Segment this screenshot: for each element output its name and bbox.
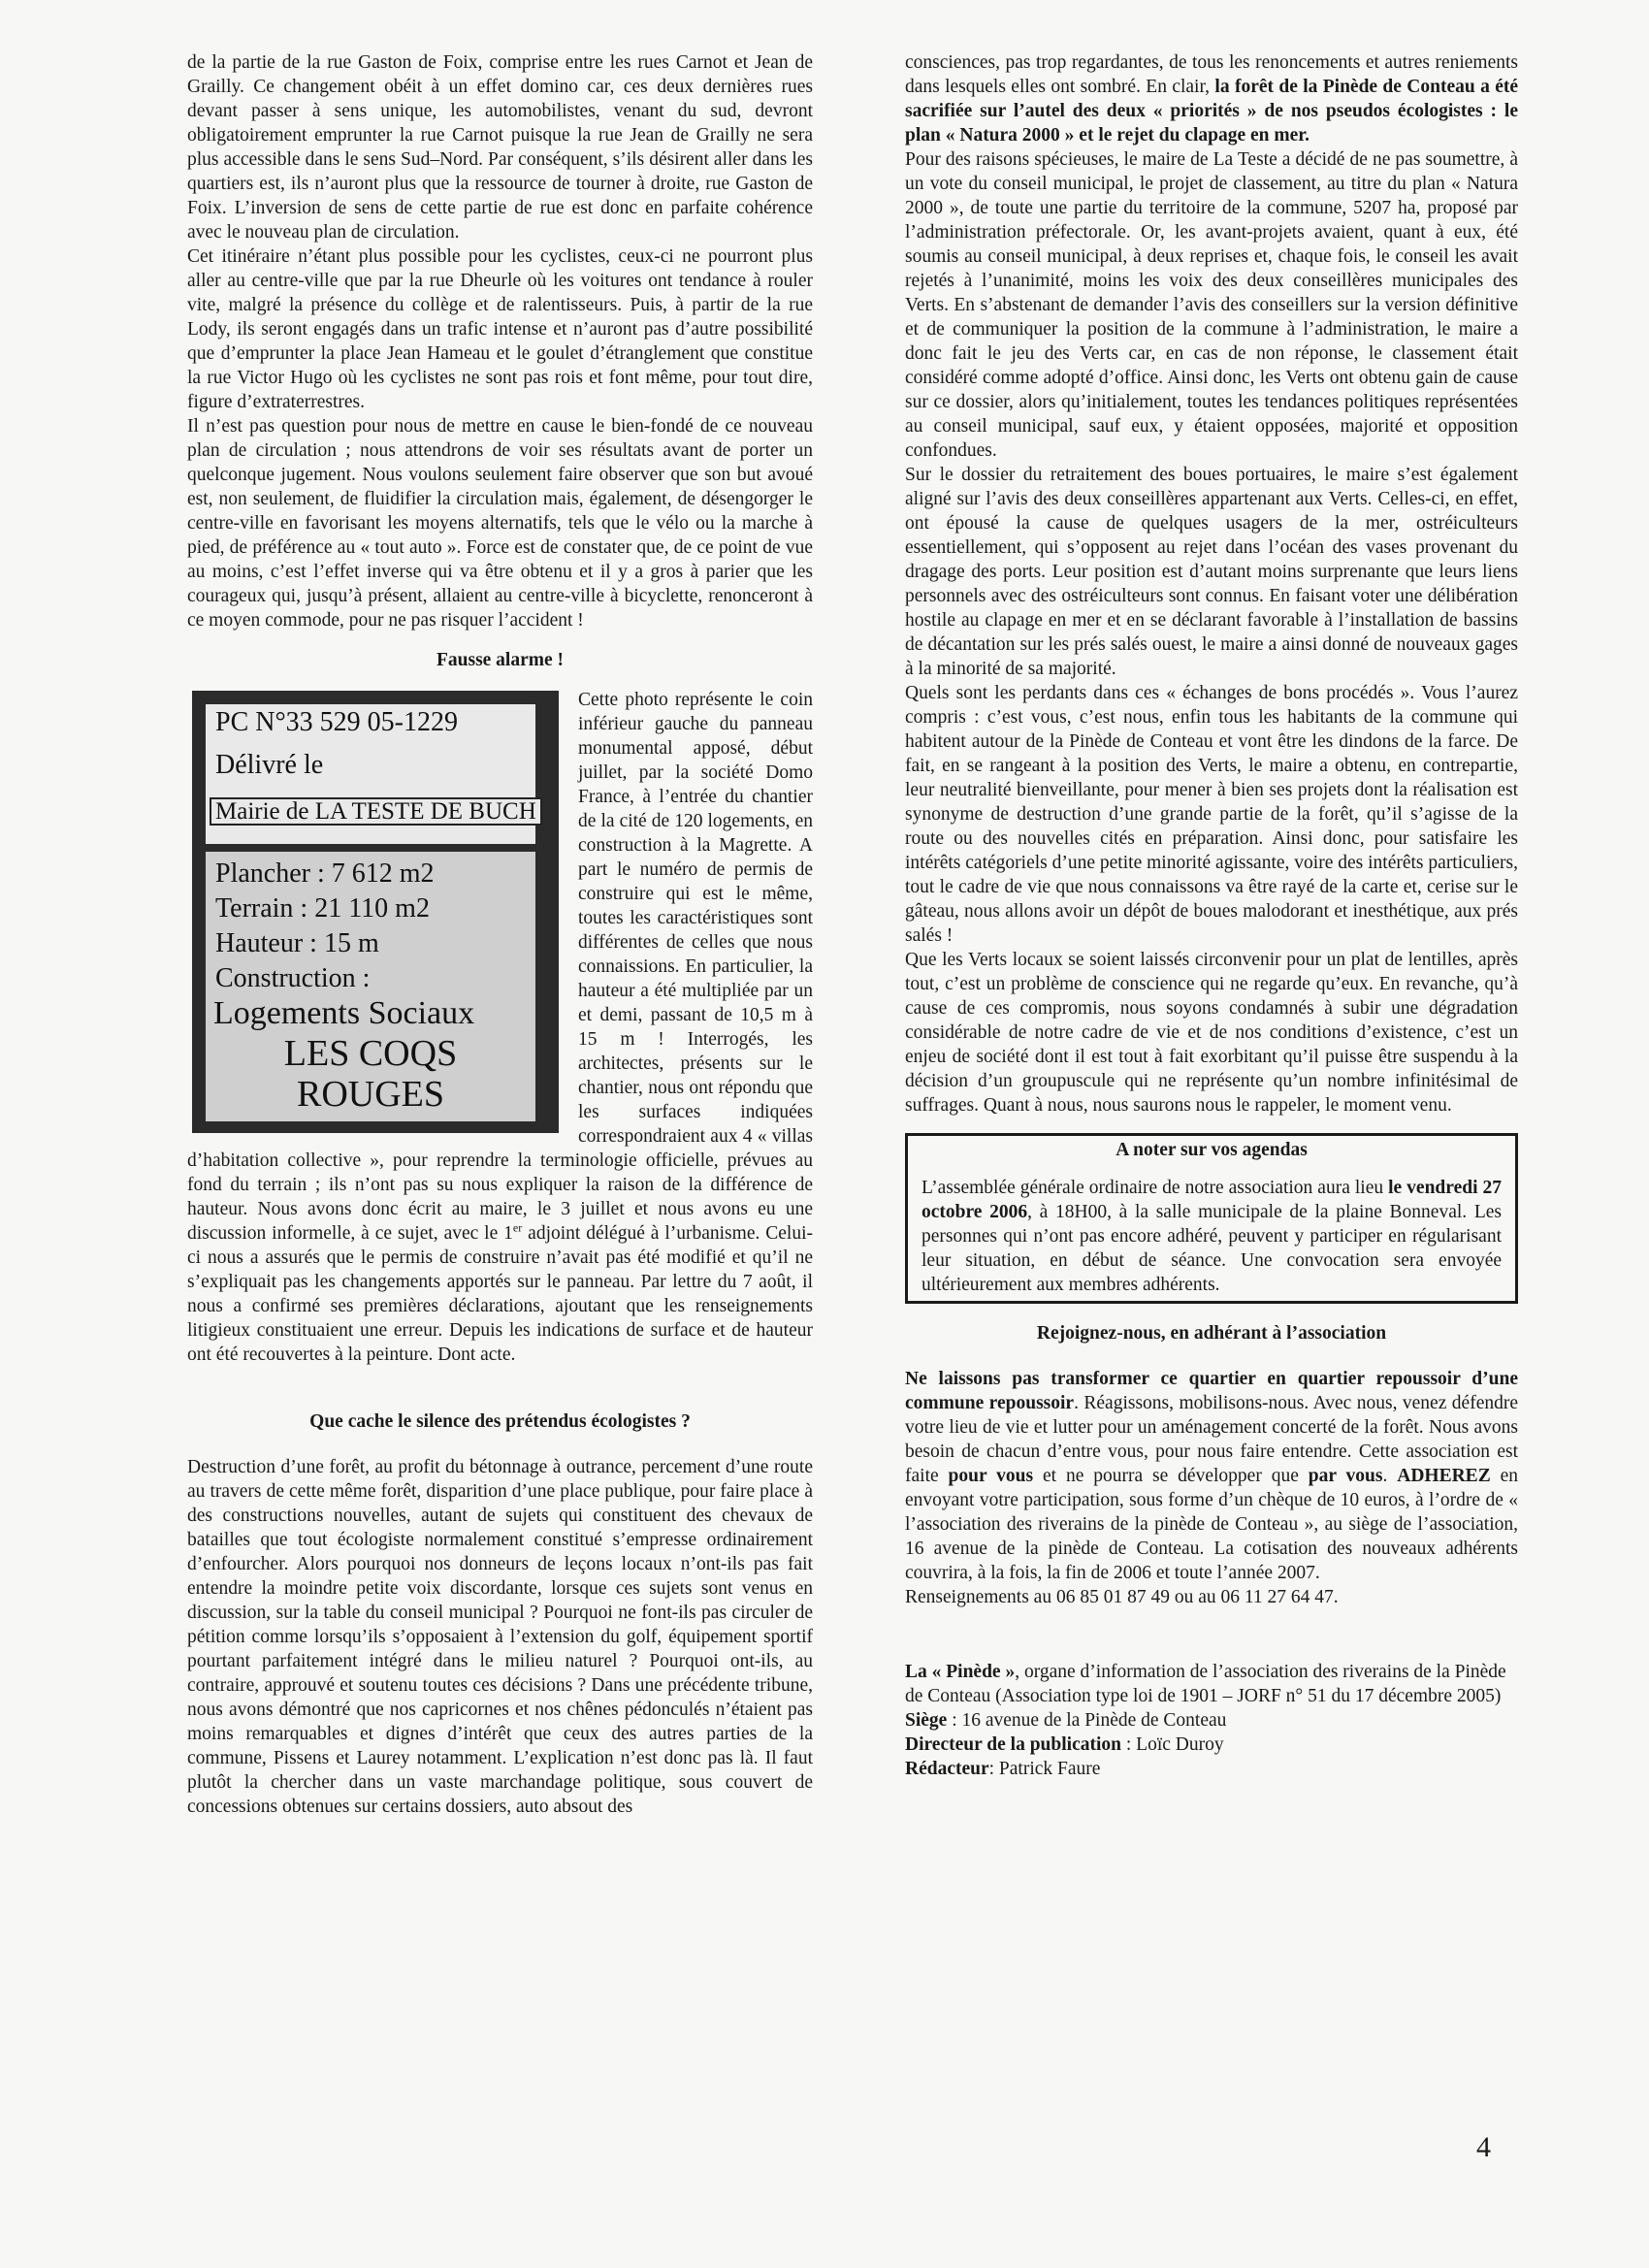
paragraph-join bbox=[905, 1367, 1518, 1585]
photo-text-part-a: Cette photo représente le coin inférieur gauche du panneau monumental apposé, début juillet, par la société Domo France, à l’entrée du chantier de la cité de 120 logements, en construction à la Magrette. A part le numéro de permis de construire qui est le même, toutes les caractéristiques sont différentes de celles que nous connaissions. En particulier, la hauteur a été multipliée par un et demi, passant de 10,5 m à 15 m ! Interrogés, les architectes, présents sur le chantier, nous ont répondu que les surfaces indiquées correspondraient aux 4 « villas d’habitation collective », pour reprendre la terminologie officielle, prévues au fond du terrain ; ils n’ont pas su nous expliquer la raison de la différence de hauteur. Nous avons donc écrit au maire, le 3 juillet et nous avons eu une discussion informelle, à ce sujet, avec le 1 bbox=[187, 690, 813, 1244]
paragraph-lentilles: Que les Verts locaux se soient laissés circonvenir pour un plat de lentilles, après tout, c’est un problème de conscience qui ne regarde qu’eux. En revanche, qu’à cause de ces compromis, nous soyons condamnés à subir une dégradation considérable de notre cadre de vie et de nos conditions d’existence, c’est un enjeu de société dont il est tout à fait exorbitant qu’il puisse être suspendu à la décision d’un groupuscule qui ne représente qu’un nombre infinitésimal de suffrages. Quant à nous, nous saurons nous le rappeler, le moment venu. bbox=[905, 950, 1518, 1116]
paragraph-bien-fonde: Il n’est pas question pour nous de mettre en cause le bien-fondé de ce nouveau plan de circulation ; nous attendrons de voir ses résultats avant de porter un quelconque jugement. Nous voulons seulement faire observer que son but avoué est, non seulement, de fluidifier la circulation mais, également, de désengorger le centre-ville en favorisant les moyens alternatifs, tels que le vélo ou la marche à pied, de préférence au « tout auto ». Force est de constater que, de ce point de vue au moins, c’est l’effet inverse qui va être obtenu et il y a gros à parier que les courageux qui, jusqu’à présent, allaient au centre-ville à bicyclette, renonceront à ce moyen commode, pour ne pas risquer l’accident ! bbox=[187, 416, 813, 631]
paragraph-renseignements: Renseignements au 06 85 01 87 49 ou au 06 11 27 64 47. bbox=[905, 1587, 1339, 1607]
photo-text-part-b: adjoint délégué à l’urbanisme. Celui-ci nous a assurés que le permis de construire n’avait pas été modifié et qu’il ne s’expliquait pas les changements apportés sur le panneau. Par lettre du 7 août, il nous a confirmé ses premières déclarations, ajoutant que les renseignements litigieux constituaient une erreur. Depuis les indications de surface et de hauteur ont été recouvertes à la peinture. Dont acte. bbox=[187, 1223, 813, 1365]
paragraph-destruction: Destruction d’une forêt, au profit du bétonnage à outrance, percement d’une route au travers de cette même forêt, disparition d’une place publique, pour faire place à des constructions nouvelles, autant de sujets qui constituent des chevaux de batailles que tout écologiste normalement constitué s’empresse ordinairement d’enfourcher. Alors pourquoi nos donneurs de leçons locaux n’ont-ils pas fait entendre la moindre petite voix discordante, lorsque ces sujets sont venus en discussion, sur la table du conseil municipal ? Pourquoi ne font-ils pas circuler de pétition comme lorsqu’ils s’opposaient à l’extension du golf, équipement sportif pourtant parfaitement intégré dans le milieu naturel ? Pourquoi ont-ils, au contraire, approuvé et soutenu toutes ces décisions ? Dans une précédente tribune, nous avons démontré que nos capricornes et nos chênes pédonculés n’étaient pas moins remarquables et dignes d’intérêt que ceux des autres parties de la commune, Pissens et Laurey notamment. L’explication n’est donc pas là. Il faut plutôt la chercher dans un vaste marchandage politique, sous couvert de concessions obtenues sur certains dossiers, auto absout des bbox=[187, 1457, 813, 1817]
colophon-directeur bbox=[905, 1733, 1518, 1757]
heading-silence-ecologistes: Que cache le silence des prétendus écologistes ? bbox=[309, 1411, 691, 1432]
agenda-title: A noter sur vos agendas bbox=[1116, 1140, 1308, 1160]
permit-sign-photo bbox=[192, 691, 559, 1133]
permit-logements: Logements Sociaux bbox=[213, 995, 475, 1031]
colophon-name bbox=[905, 1660, 1518, 1708]
paragraph-cyclistes: Cet itinéraire n’étant plus possible pour les cyclistes, ceux-ci ne pourront plus aller au centre-ville que par la rue Dheurle où les voitures ont tendance à rouler vite, malgré la présence du collège et de ralentisseurs. Puis, à partir de la rue Lody, ils seront engagés dans un trafic intense et n’auront pas d’autre possibilité que d’emprunter la place Jean Hameau et le goulet d’étranglement que constitue la rue Victor Hugo où les cyclistes ne sont pas rois et font même, pour tout dire, figure d’extraterrestres. bbox=[187, 246, 813, 412]
colophon bbox=[905, 1660, 1518, 1781]
join-bold-3: par vous bbox=[1308, 1466, 1383, 1486]
paragraph-perdants: Quels sont les perdants dans ces « échanges de bons procédés ». Vous l’aurez compris : c’est vous, c’est nous, enfin tous les habitants de la commune qui habitent autour de la Pinède de Conteau et vont être les dindons de la farce. De fait, en se rangeant à la position des Verts, le maire a obtenu, en contrepartie, leur neutralité bienveillante, pour mener à bien ses projets dont la réalisation est synonyme de destruction d’une grande partie de la forêt, qu’il s’agisse de la route ou des nouvelles cités en préparation. Ainsi donc, pour satisfaire les intérêts catégoriels d’une petite minorité agissante, voire des intérêts particuliers, tout le cadre de vie que nous connaissons va être rayé de la carte et, cerise sur le gâteau, nous allons avoir un dépôt de boues malodorant et inesthétique, aux prés salés ! bbox=[905, 683, 1518, 946]
join-bold-1: Ne laissons pas transformer ce quartier en quartier repoussoir d’une commune repoussoir bbox=[905, 1369, 1518, 1413]
colophon-siege-label: Siège bbox=[905, 1710, 948, 1731]
permit-rouges: ROUGES bbox=[296, 1074, 445, 1115]
paragraph-natura-2000: Pour des raisons spécieuses, le maire de La Teste a décidé de ne pas soumettre, à un vote du conseil municipal, le projet de classement, au titre du plan « Natura 2000 », de toute une partie du territoire de la commune, 5207 ha, proposé par l’administration préfectorale. Or, les avant-projets avaient, quant à eux, été soumis au conseil municipal, à deux reprises et, chaque fois, le conseil les avait rejetés à l’unanimité, moins les voix des deux conseillères municipales des Verts. En s’abstenant de demander l’avis des conseillers sur la version définitive et de communiquer la position de la commune à l’administration, le maire a donc fait le jeu des Verts car, en cas de non réponse, le classement était considéré comme adopté d’office. Ainsi donc, les Verts ont obtenu gain de cause sur ce dossier, alors qu’initialement, toutes les tendances politiques représentées au conseil municipal, sauf eux, y étaient opposées, majorité et opposition confondues. bbox=[905, 149, 1518, 461]
permit-plate-bottom bbox=[206, 852, 535, 1121]
consciences-bold: la forêt de la Pinède de Conteau a été sacrifiée sur l’autel des deux « priorités » de nos pseudos écologistes : le plan « Natura 2000 » et le rejet du clapage en mer. bbox=[905, 77, 1518, 146]
paragraph-consciences bbox=[905, 50, 1518, 147]
heading-fausse-alarme: Fausse alarme ! bbox=[436, 650, 565, 670]
left-column bbox=[187, 50, 813, 1819]
colophon-directeur-label: Directeur de la publication bbox=[905, 1734, 1121, 1755]
agenda-date: le vendredi 27 octobre 2006 bbox=[922, 1178, 1503, 1222]
paragraph-boues-portuaires: Sur le dossier du retraitement des boues portuaires, le maire s’est également aligné sur l’avis des deux conseillères appartenant aux Verts. Celles-ci, en effet, ont épousé la cause de quelques usagers de la mer, ostréiculteurs essentiellement, qui s’opposent au rejet dans l’océan des vases provenant du dragage des ports. Leur position est d’autant moins surprenante que leurs liens personnels avec des ostréiculteurs sont connus. En faisant voter une délibération hostile au clapage en mer et en se déclarant favorable à l’installation de bassins de décantation sur les prés salés ouest, le maire a ainsi donné de nouveaux gages à la minorité de sa majorité. bbox=[905, 465, 1518, 679]
join-text-4: en envoyant votre participation, sous forme d’un chèque de 10 euros, à l’ordre de « l’association des riverains de la pinède de Conteau », au siège de l’association, 16 avenue de la pinède de Conteau. La cotisation des nouveaux adhérents couvrira, à la fois, la fin de 2006 et toute l’année 2007. bbox=[905, 1466, 1519, 1583]
permit-delivered: Délivré le bbox=[215, 750, 324, 780]
agenda-text-b: , à 18H00, à la salle municipale de la plaine Bonneval. Les personnes qui n’ont pas encore adhéré, peuvent y participer en régularisant leur situation, en début de séance. Une convocation sera envoyée ultérieurement aux membres adhérents. bbox=[922, 1202, 1502, 1295]
colophon-name-bold: La « Pinède » bbox=[905, 1662, 1016, 1682]
join-text-1: . Réagissons, mobilisons-nous. Avec nous, venez défendre votre lieu de vie et lutter pour un aménagement concerté de la forêt. Nous avons besoin de chacun d’entre vous, pour nous faire entendre. Cette association est faite bbox=[905, 1393, 1518, 1486]
paragraph-gaston-de-foix: de la partie de la rue Gaston de Foix, comprise entre les rues Carnot et Jean de Grailly. Ce changement obéit à un effet domino car, ces deux dernières rues devant passer à sens unique, les automobilistes, venant du sud, devront obligatoirement emprunter la rue Carnot puisque la rue Jean de Grailly ne sera plus accessible dans le sens Sud–Nord. Par conséquent, s’ils désirent aller dans les quartiers est, ils n’auront plus que la ressource de tourner à droite, rue Gaston de Foix. L’inversion de sens de cette partie de rue est donc en parfaite cohérence avec le nouveau plan de circulation. bbox=[187, 52, 813, 243]
permit-mairie: Mairie de LA TESTE DE BUCH bbox=[210, 797, 542, 826]
colophon-redacteur-label: Rédacteur bbox=[905, 1759, 989, 1779]
page-number: 4 bbox=[1476, 2131, 1491, 2163]
permit-hauteur: Hauteur : 15 m bbox=[215, 928, 379, 958]
colophon-siege-value: : 16 avenue de la Pinède de Conteau bbox=[947, 1710, 1227, 1731]
colophon-directeur-value: : Loïc Duroy bbox=[1120, 1734, 1224, 1755]
join-bold-4: ADHEREZ bbox=[1397, 1466, 1491, 1486]
permit-construction: Construction : bbox=[215, 963, 371, 993]
join-bold-2: pour vous bbox=[948, 1466, 1034, 1486]
agenda-box bbox=[905, 1133, 1518, 1304]
photo-text-superscript: er bbox=[512, 1220, 523, 1235]
consciences-text: consciences, pas trop regardantes, de tous les renoncements et autres reniements dans lesquels elles ont sombré. En clair, bbox=[905, 52, 1518, 97]
permit-plancher: Plancher : 7 612 m2 bbox=[215, 859, 435, 889]
permit-number: PC N°33 529 05-1229 bbox=[215, 707, 458, 737]
permit-terrain: Terrain : 21 110 m2 bbox=[215, 893, 430, 923]
right-column bbox=[905, 50, 1518, 1781]
colophon-redacteur-value: : Patrick Faure bbox=[988, 1759, 1101, 1779]
colophon-redacteur bbox=[905, 1757, 1518, 1781]
permit-plate-top bbox=[206, 704, 535, 844]
agenda-text bbox=[922, 1176, 1502, 1297]
join-text-2: et ne pourra se développer que bbox=[1033, 1466, 1309, 1486]
colophon-siege bbox=[905, 1708, 1518, 1733]
join-text-3: . bbox=[1382, 1466, 1398, 1486]
permit-les-coqs: LES COQS bbox=[283, 1033, 458, 1074]
photo-article bbox=[187, 688, 813, 1367]
agenda-text-a: L’assemblée générale ordinaire de notre association aura lieu bbox=[922, 1178, 1389, 1198]
heading-rejoignez: Rejoignez-nous, en adhérant à l’association bbox=[1036, 1323, 1387, 1344]
colophon-name-rest: , organe d’information de l’association des riverains de la Pinède de Conteau (Association type loi de 1901 – JORF n° 51 du 17 décembre 2005) bbox=[905, 1662, 1506, 1706]
